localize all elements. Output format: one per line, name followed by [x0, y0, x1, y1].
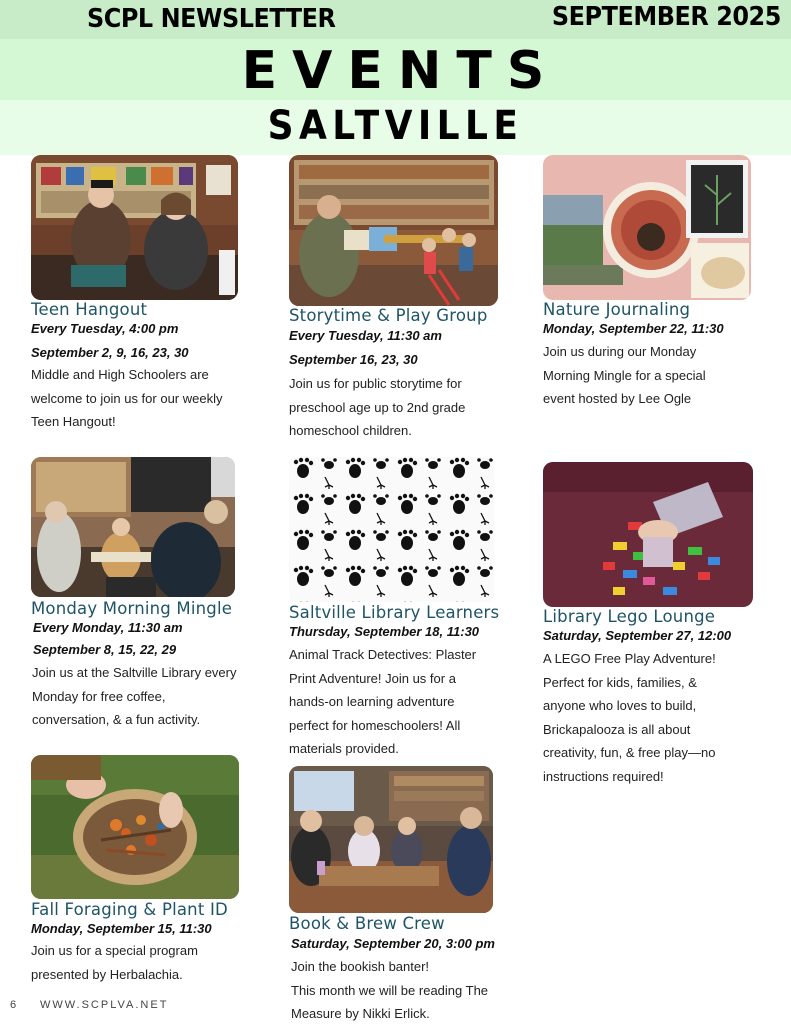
- event-schedule: Saturday, September 27, 12:00: [543, 628, 732, 643]
- event-description: Animal Track Detectives: Plaster Print Adventure! Join us for a hands-on learning adventure perfect for homeschoolers! All materials provided.: [289, 647, 477, 756]
- nature-journaling-photo: [543, 155, 751, 300]
- event-title: Nature Journaling: [543, 300, 691, 319]
- event-schedule: Monday, September 15, 11:30: [31, 921, 212, 936]
- event-schedule: Every Tuesday, 11:30 am: [289, 328, 442, 343]
- newsletter-title: SCPL NEWSLETTER: [87, 4, 336, 34]
- event-description: A LEGO Free Play Adventure! Perfect for kids, families, & anyone who loves to build, Brickapalooza is all about creativity, fun, & free play—no instructions required!: [543, 651, 716, 784]
- event-description: Join the bookish banter! This month we will be reading The Measure by Nikki Erlick.: [291, 959, 489, 1021]
- event-title: Fall Foraging & Plant ID: [31, 900, 228, 919]
- event-title: Saltville Library Learners: [289, 603, 500, 622]
- page-number: 6: [10, 999, 17, 1011]
- lego-lounge-photo: [543, 462, 753, 607]
- event-title: Monday Morning Mingle: [31, 599, 233, 618]
- event-dates: September 2, 9, 16, 23, 30: [31, 345, 189, 360]
- event-title: Library Lego Lounge: [543, 607, 716, 626]
- event-schedule: Every Monday, 11:30 am: [33, 620, 183, 635]
- book-brew-photo: [289, 766, 493, 913]
- event-description: Join us for public storytime for preschool age up to 2nd grade homeschool children.: [289, 376, 466, 438]
- fall-foraging-photo: [31, 755, 239, 899]
- event-description: Join us at the Saltville Library every Monday for free coffee, conversation, & a fun activity.: [32, 665, 237, 727]
- event-schedule: Saturday, September 20, 3:00 pm: [291, 936, 495, 951]
- website-link[interactable]: WWW.SCPLVA.NET: [40, 999, 169, 1011]
- teen-hangout-photo: [31, 155, 238, 300]
- event-description: Join us during our Monday Morning Mingle for a special event hosted by Lee Ogle: [543, 344, 706, 406]
- event-description: Join us for a special program presented by Herbalachia.: [31, 943, 198, 982]
- newsletter-date: SEPTEMBER 2025: [551, 2, 781, 32]
- event-schedule: Monday, September 22, 11:30: [543, 321, 724, 336]
- event-schedule: Every Tuesday, 4:00 pm: [31, 321, 179, 336]
- section-title: EVENTS: [241, 41, 560, 101]
- event-title: Storytime & Play Group: [289, 306, 488, 325]
- branch-title: SALTVILLE: [267, 103, 524, 149]
- event-dates: September 16, 23, 30: [289, 352, 418, 367]
- event-dates: September 8, 15, 22, 29: [33, 642, 177, 657]
- monday-mingle-photo: [31, 457, 235, 597]
- library-learners-photo: [289, 457, 494, 602]
- event-title: Teen Hangout: [31, 300, 148, 319]
- storytime-photo: [289, 155, 498, 306]
- event-title: Book & Brew Crew: [289, 914, 445, 933]
- event-description: Middle and High Schoolers are welcome to join us for our weekly Teen Hangout!: [31, 367, 223, 429]
- event-schedule: Thursday, September 18, 11:30: [289, 624, 480, 639]
